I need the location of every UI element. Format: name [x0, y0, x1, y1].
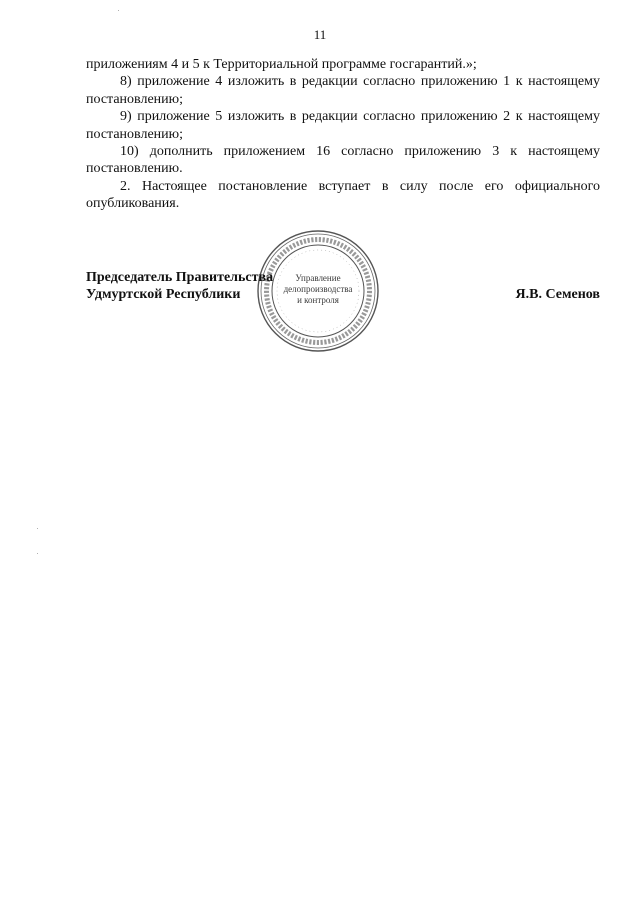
page-number: 11: [313, 27, 327, 42]
paragraph-item-10: 10) дополнить приложением 16 согласно приложению 3 к настоящему постановлению.: [86, 144, 600, 177]
paragraph-item-9: 9) приложение 5 изложить в редакции согласно приложению 2 к настоящему постановлению;: [86, 109, 600, 142]
scan-speck: [37, 528, 38, 529]
scan-speck: [37, 553, 38, 554]
document-body: [86, 56, 600, 213]
signatory-title-line: Председатель Правительства: [86, 270, 274, 285]
signatory-title-line: Удмуртской Республики: [86, 287, 241, 303]
signature-block: [86, 269, 600, 309]
seal-text-line: и контроля: [297, 295, 339, 305]
signatory-title: [86, 269, 273, 304]
paragraph-item-8: 8) приложение 4 изложить в редакции согласно приложению 1 к настоящему постановлению;: [86, 74, 600, 107]
seal-text-line: делопроизводства: [283, 284, 353, 294]
paragraph-effective-date: 2. Настоящее постановление вступает в силу после его официального опубликования.: [86, 178, 600, 212]
seal-text-line: Управление: [295, 273, 341, 283]
signatory-name: Я.В. Семенов: [515, 287, 600, 302]
paragraph-continuation: приложениям 4 и 5 к Территориальной программе госгарантий.»;: [86, 57, 477, 72]
scan-speck: [118, 10, 119, 11]
